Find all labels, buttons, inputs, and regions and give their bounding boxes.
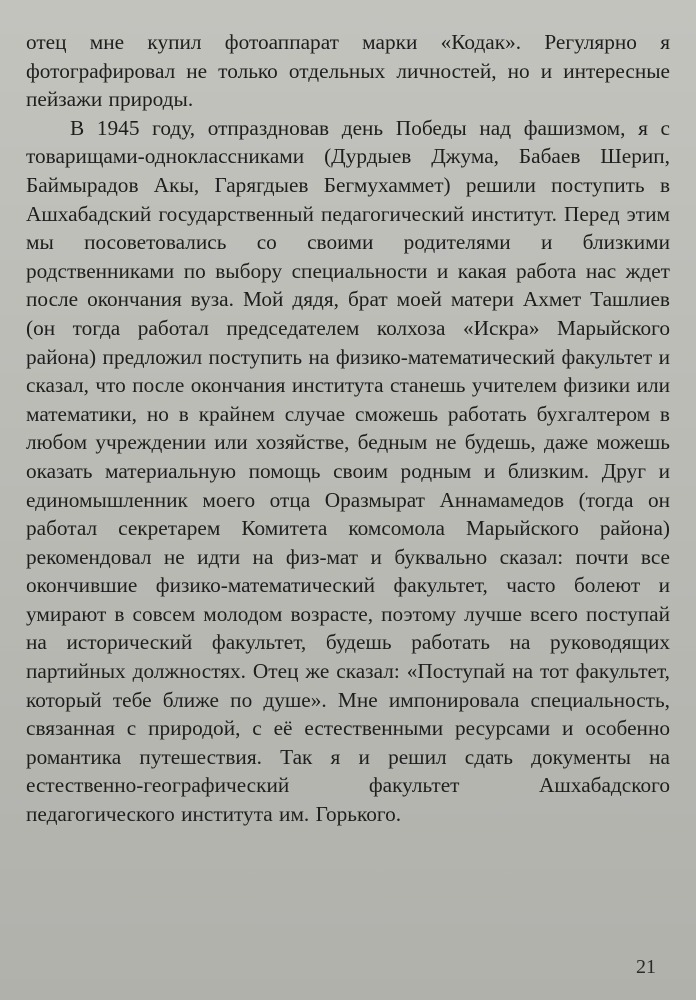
page-number: 21 (636, 956, 656, 978)
paragraph-continuation: отец мне купил фотоаппарат марки «Кодак». Регулярно я фотографировал не только отдельных личностей, но и интересные пейзажи природы. (26, 30, 670, 112)
paragraph-1945: В 1945 году, отпраздновав день Победы над фашизмом, я с товарищами-одноклассниками (Дурдыев Джума, Бабаев Шерип, Баймырадов Акы, Гарягдыев Бегмухаммет) решили поступить в Ашхабадский государственный педагогический институт. Перед этим мы посоветовались со своими родителями и близкими родственниками по выбору специальности и какая работа нас ждет после окончания вуза. Мой дядя, брат моей матери Ахмет Ташлиев (он тогда работал председателем колхоза «Искра» Марыйского района) предложил поступить на физико-математический факультет и сказал, что после окончания института станешь учителем физики или математики, но в крайнем случае сможешь работать бухгалтером в любом учреждении или хозяйстве, бедным не будешь, даже можешь оказать материальную помощь своим родным и близким. Друг и единомышленник моего отца Оразмырат Аннамамедов (тогда он работал секретарем Комитета комсомола Марыйского района) рекомендовал не идти на физ-мат и буквально сказал: почти все окончившие физико-математический факультет, часто болеют и умирают в совсем молодом возрасте, поэтому лучше всего поступай на исторический факультет, будешь работать на руководящих партийных должностях. Отец же сказал: «Поступай на тот факультет, который тебе ближе по душе». Мне импонировала специальность, связанная с природой, с её естественными ресурсами и особенно романтика путешествия. Так я и решил сдать документы на естественно-географический факультет Ашхабадского педагогического института им. Горького. (26, 115, 670, 827)
body-text (26, 28, 670, 829)
